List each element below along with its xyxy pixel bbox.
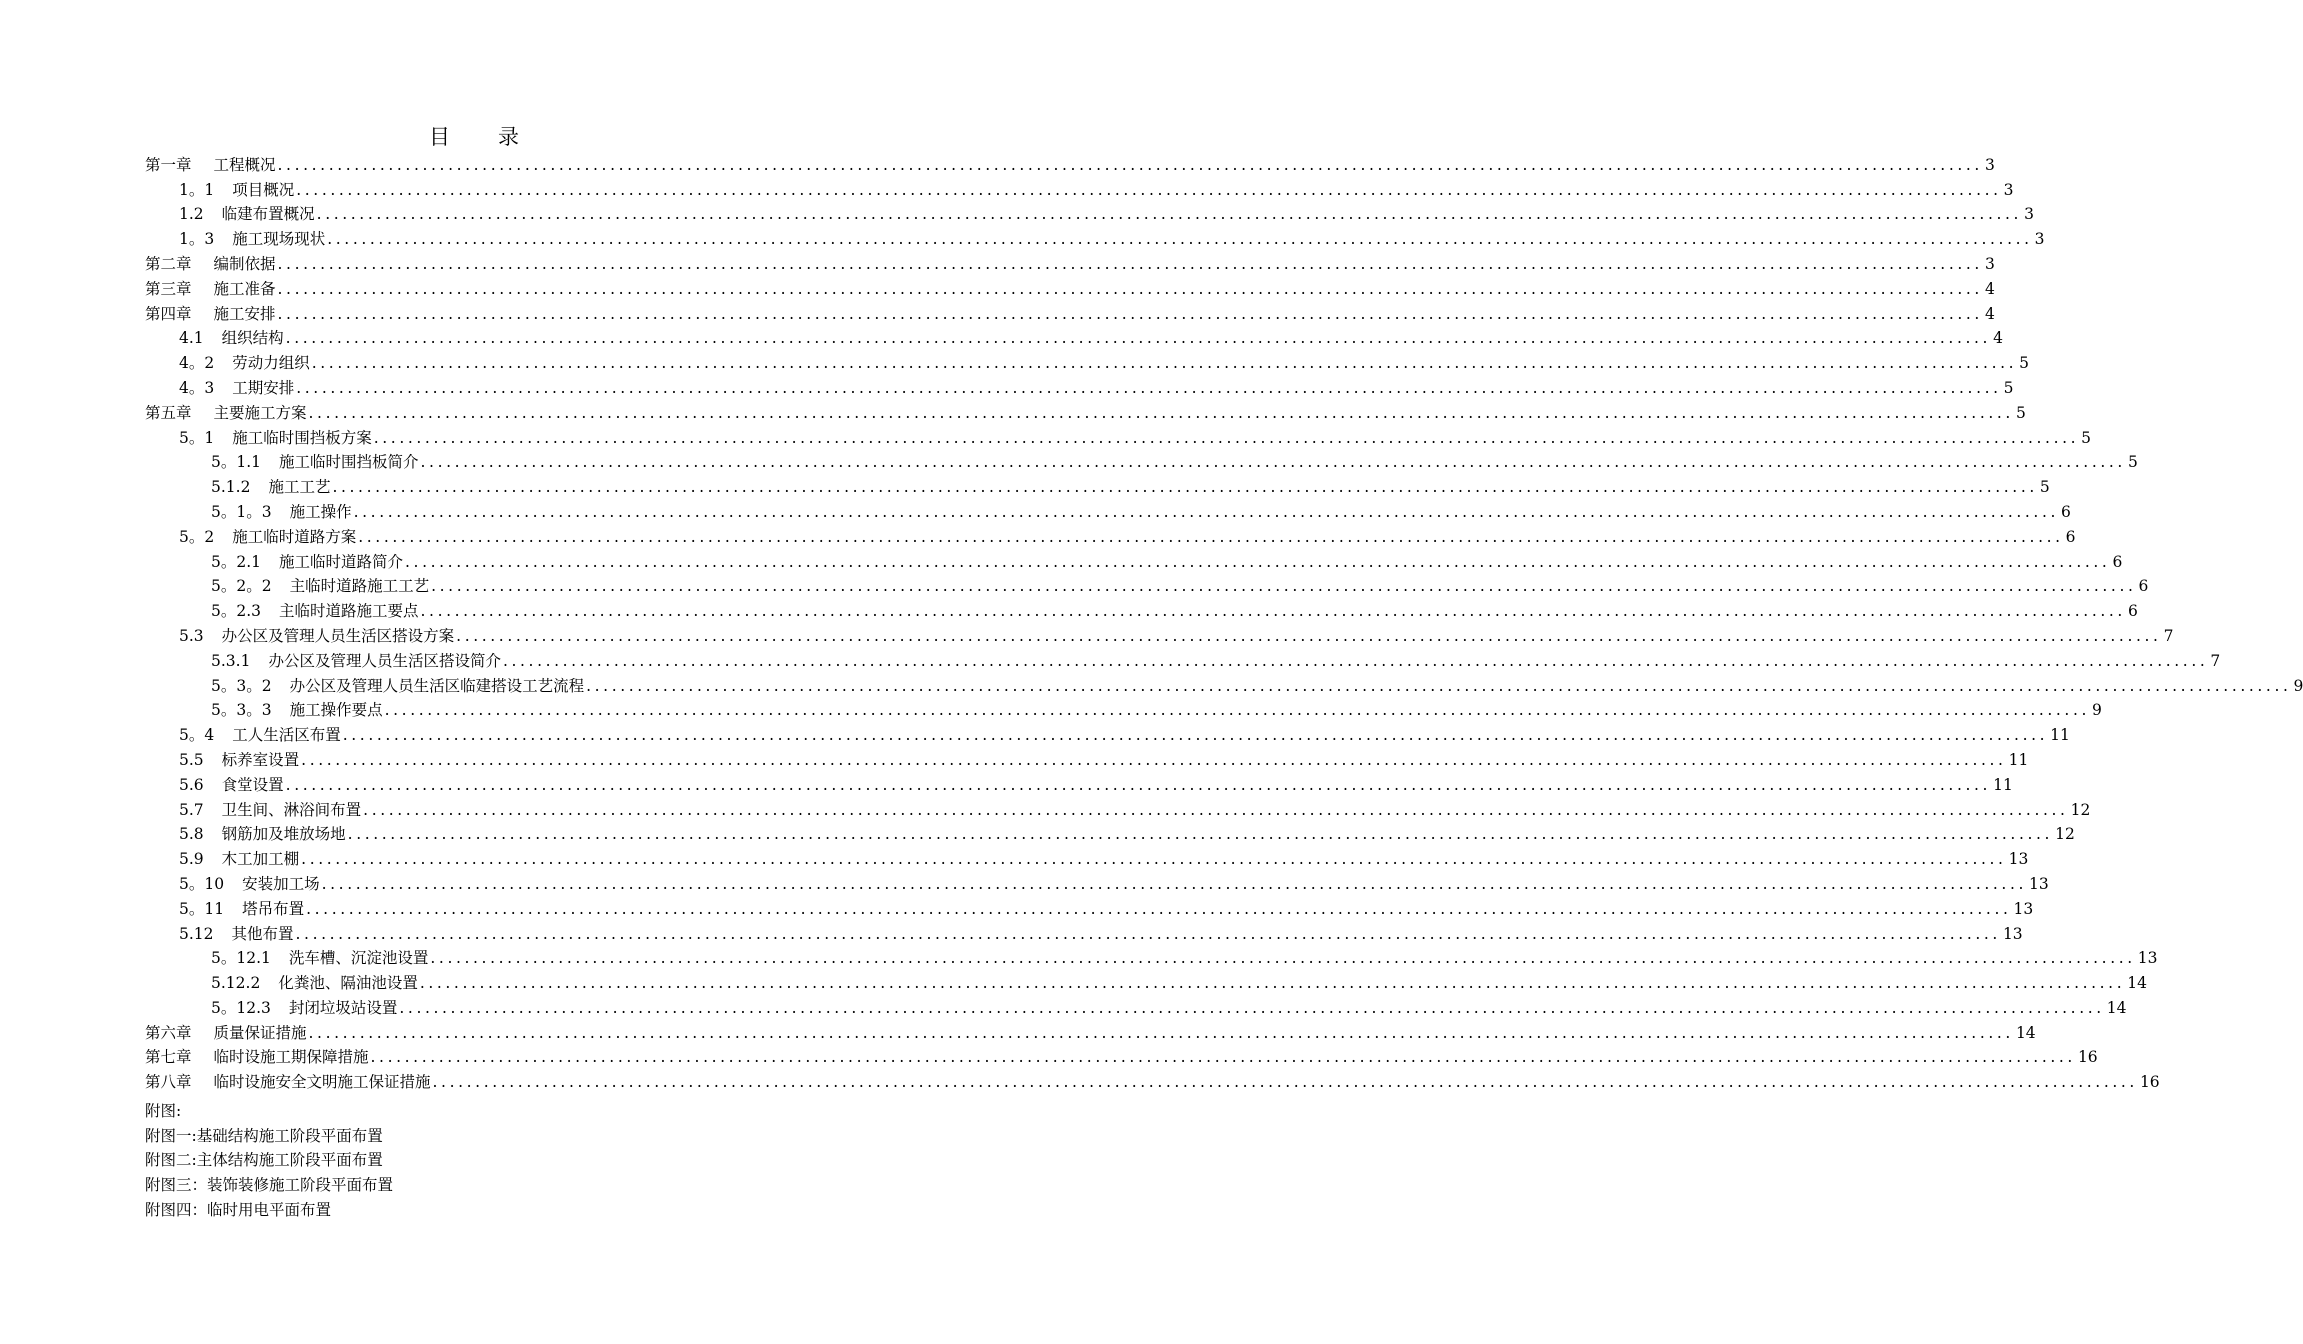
- toc-entry[interactable]: [145, 522, 2076, 547]
- toc-entry-number: 5。2.3: [211, 602, 262, 621]
- toc-page-number: 7: [2163, 626, 2174, 645]
- toc-entry-title: 施工工艺: [268, 478, 331, 497]
- toc-page-number: 13: [2029, 874, 2049, 893]
- toc-entry-title: 食堂设置: [221, 775, 284, 794]
- toc-entry-title: 办公区及管理人员生活区搭设简介: [268, 651, 501, 670]
- toc-entry-number: 5.7: [179, 800, 204, 819]
- toc-entry-number: 第三章: [145, 279, 192, 298]
- toc-page-number: 4: [1984, 304, 1995, 323]
- toc-entry-title: 安装加工场: [242, 874, 320, 893]
- toc-entry-number: 1.2: [179, 205, 204, 224]
- toc-entry-number: 5。1: [179, 428, 215, 447]
- toc-entry-number: 5.5: [179, 750, 204, 769]
- toc-entry-title: 主临时道路施工工艺: [289, 577, 430, 596]
- toc-entry-number: 5.8: [179, 825, 204, 844]
- toc-entry-title: 洗车槽、沉淀池设置: [288, 949, 429, 968]
- toc-leader-dots: ........................................................................................................................................................................................................: [277, 304, 1983, 323]
- toc-entry-number: 5。2: [179, 527, 215, 546]
- toc-page-number: 6: [2127, 602, 2138, 621]
- toc-page-number: 5: [2003, 378, 2014, 397]
- toc-entry-number: 5。4: [179, 726, 215, 745]
- toc-leader-dots: ........................................................................................................................................................................................................: [321, 874, 2028, 893]
- toc-entry-title: 办公区及管理人员生活区搭设方案: [221, 626, 455, 645]
- toc-entry-number: 5。3。2: [211, 676, 272, 695]
- toc-entry-number: 5。12.1: [211, 949, 271, 968]
- toc-leader-dots: ........................................................................................................................................................................................................: [405, 552, 2111, 571]
- toc-leader-dots: ........................................................................................................................................................................................................: [373, 428, 2080, 447]
- toc-page-number: 5: [2127, 453, 2138, 472]
- toc-page-number: 13: [2002, 924, 2023, 943]
- toc-leader-dots: ........................................................................................................................................................................................................: [296, 180, 2002, 199]
- toc-leader-dots: ........................................................................................................................................................................................................: [277, 279, 1983, 298]
- toc-leader-dots: ........................................................................................................................................................................................................: [420, 453, 2126, 472]
- toc-entry[interactable]: [145, 993, 2127, 1018]
- toc-entry-number: 5.3.1: [211, 651, 251, 670]
- toc-entry-title: 临时设施工期保障措施: [213, 1048, 369, 1067]
- toc-leader-dots: ........................................................................................................................................................................................................: [311, 354, 2018, 373]
- toc-page-number: 3: [1984, 254, 1995, 273]
- toc-entry[interactable]: [145, 497, 2071, 522]
- toc-entry-number: 1。1: [179, 180, 215, 199]
- toc-page-number: 14: [2015, 1023, 2036, 1042]
- toc-leader-dots: ........................................................................................................................................................................................................: [332, 478, 2038, 497]
- toc-entry-number: 5。10: [179, 874, 225, 893]
- toc-entry[interactable]: [145, 324, 2003, 349]
- toc-leader-dots: ........................................................................................................................................................................................................: [430, 949, 2136, 968]
- toc-leader-dots: ........................................................................................................................................................................................................: [301, 850, 2007, 869]
- toc-page-number: 5: [2039, 478, 2050, 497]
- toc-entry[interactable]: [145, 745, 2029, 770]
- toc-page-number: 5: [2019, 354, 2030, 373]
- toc-page-number: 5: [2015, 403, 2026, 422]
- toc-entry-number: 5.12.2: [211, 974, 261, 993]
- toc-entry[interactable]: [145, 944, 2158, 969]
- toc-entry[interactable]: [145, 299, 1995, 324]
- toc-entry-title: 施工操作要点: [289, 701, 383, 720]
- toc-entry-number: 5.9: [179, 850, 204, 869]
- toc-entry-title: 工期安排: [232, 378, 295, 397]
- toc-entry[interactable]: [145, 423, 2092, 448]
- toc-entry[interactable]: [145, 348, 2030, 373]
- toc-entry[interactable]: [145, 869, 2049, 894]
- toc-entry[interactable]: [145, 472, 2050, 497]
- toc-page-number: 6: [2112, 552, 2123, 571]
- toc-page-number: 4: [1984, 279, 1995, 298]
- toc-page-number: 5: [2081, 428, 2092, 447]
- toc-leader-dots: ........................................................................................................................................................................................................: [358, 527, 2064, 546]
- toc-entry[interactable]: [145, 968, 2147, 993]
- toc-entry-title: 施工临时围挡板方案: [232, 428, 372, 447]
- toc-page-number: 4: [1993, 329, 2003, 348]
- toc-page-number: 12: [2055, 825, 2075, 844]
- toc-page-number: 6: [2061, 502, 2071, 521]
- toc-leader-dots: ........................................................................................................................................................................................................: [327, 230, 2033, 249]
- toc-entry[interactable]: [145, 398, 2026, 423]
- toc-leader-dots: ........................................................................................................................................................................................................: [353, 502, 2060, 521]
- toc-entry-title: 封闭垃圾站设置: [288, 998, 398, 1017]
- toc-entry-title: 标养室设置: [221, 750, 300, 769]
- toc-entry[interactable]: [145, 820, 2075, 845]
- toc-entry-title: 施工操作: [289, 502, 352, 521]
- toc-entry-title: 卫生间、淋浴间布置: [221, 800, 362, 819]
- toc-page-number: 9: [2092, 701, 2102, 720]
- toc-leader-dots: ........................................................................................................................................................................................................: [432, 1073, 2138, 1092]
- toc-entry-title: 主要施工方案: [213, 403, 307, 422]
- toc-page-number: 6: [2138, 577, 2149, 596]
- toc-leader-dots: ........................................................................................................................................................................................................: [363, 800, 2069, 819]
- toc-leader-dots: ........................................................................................................................................................................................................: [370, 1048, 2076, 1067]
- toc-entry-number: 4。3: [179, 378, 215, 397]
- toc-entry[interactable]: [145, 175, 2014, 200]
- toc-entry-title: 项目概况: [232, 180, 295, 199]
- appendix-item: 附图三：装饰装修施工阶段平面布置: [145, 1176, 394, 1195]
- toc-entry-number: 第二章: [145, 254, 192, 273]
- toc-entry-title: 化粪池、隔油池设置: [278, 974, 418, 993]
- toc-leader-dots: ........................................................................................................................................................................................................: [502, 651, 2209, 670]
- toc-page-number: 3: [2024, 205, 2034, 224]
- toc-page-number: 16: [2077, 1048, 2098, 1067]
- toc-entry[interactable]: [145, 224, 2045, 249]
- appendix-heading: 附图:: [145, 1101, 182, 1120]
- toc-leader-dots: ........................................................................................................................................................................................................: [347, 825, 2054, 844]
- toc-page-number: 6: [2065, 527, 2076, 546]
- toc-entry[interactable]: [145, 646, 2221, 671]
- toc-entry-title: 施工现场现状: [232, 230, 326, 249]
- toc-entry-title: 工程概况: [213, 155, 276, 174]
- toc-entry[interactable]: [145, 720, 2070, 745]
- toc-entry-number: 5。2.1: [211, 552, 262, 571]
- toc-leader-dots: ........................................................................................................................................................................................................: [384, 701, 2091, 720]
- toc-entry-title: 临建布置概况: [221, 205, 315, 224]
- toc-entry-number: 5.3: [179, 626, 204, 645]
- toc-entry-title: 木工加工棚: [221, 850, 300, 869]
- toc-entry-title: 组织结构: [221, 329, 284, 348]
- toc-page-number: 11: [1993, 775, 2013, 794]
- toc-entry[interactable]: [145, 1018, 2036, 1043]
- toc-leader-dots: ........................................................................................................................................................................................................: [586, 676, 2292, 695]
- toc-entry-title: 主临时道路施工要点: [279, 602, 419, 621]
- toc-page-number: 7: [2210, 651, 2221, 670]
- toc-entry[interactable]: [145, 844, 2029, 869]
- toc-entry-number: 5.12: [179, 924, 214, 943]
- toc-entry-title: 施工临时道路简介: [279, 552, 404, 571]
- appendix-item: 附图一:基础结构施工阶段平面布置: [145, 1126, 383, 1145]
- toc-title: 目 录: [429, 125, 521, 149]
- toc-entry[interactable]: [145, 621, 2174, 646]
- toc-leader-dots: ........................................................................................................................................................................................................: [419, 974, 2126, 993]
- toc-page-number: 14: [2106, 998, 2127, 1017]
- toc-page-number: 9: [2293, 676, 2303, 695]
- toc-page-number: 13: [2013, 899, 2034, 918]
- toc-entry-title: 施工安排: [213, 304, 276, 323]
- toc-page-number: 3: [2003, 180, 2014, 199]
- toc-entry[interactable]: [145, 919, 2023, 944]
- toc-entry[interactable]: [145, 894, 2034, 919]
- toc-entry[interactable]: [145, 671, 2303, 696]
- toc-leader-dots: ........................................................................................................................................................................................................: [316, 205, 2023, 224]
- toc-entry-title: 施工准备: [213, 279, 276, 298]
- toc-leader-dots: ........................................................................................................................................................................................................: [308, 1023, 2014, 1042]
- toc-entry-number: 第五章: [145, 403, 192, 422]
- toc-entry-number: 1。3: [179, 230, 215, 249]
- toc-entry-number: 5。1。3: [211, 502, 272, 521]
- appendix-list: [145, 1096, 393, 1220]
- toc-entry-title: 编制依据: [213, 254, 276, 273]
- toc-entry-number: 4。2: [179, 354, 215, 373]
- toc-leader-dots: ........................................................................................................................................................................................................: [308, 403, 2014, 422]
- toc-entry[interactable]: [145, 547, 2123, 572]
- toc-leader-dots: ........................................................................................................................................................................................................: [431, 577, 2137, 596]
- toc-leader-dots: ........................................................................................................................................................................................................: [301, 750, 2007, 769]
- toc-page-number: 11: [2008, 750, 2029, 769]
- toc-entry-title: 施工临时道路方案: [232, 527, 357, 546]
- toc-entry-number: 5。3。3: [211, 701, 272, 720]
- toc-page-number: 12: [2070, 800, 2091, 819]
- toc-page-number: 16: [2139, 1073, 2160, 1092]
- toc-leader-dots: ........................................................................................................................................................................................................: [295, 924, 2001, 943]
- toc-entry[interactable]: [145, 274, 1995, 299]
- toc-entry-number: 5.1.2: [211, 478, 251, 497]
- toc-entry[interactable]: [145, 150, 1995, 175]
- toc-entry[interactable]: [145, 249, 1995, 274]
- toc-leader-dots: ........................................................................................................................................................................................................: [342, 726, 2049, 745]
- toc-entry[interactable]: [145, 572, 2149, 597]
- toc-leader-dots: ........................................................................................................................................................................................................: [285, 775, 1992, 794]
- toc-page-number: 3: [1984, 155, 1995, 174]
- toc-entry[interactable]: [145, 596, 2138, 621]
- toc-leader-dots: ........................................................................................................................................................................................................: [277, 155, 1983, 174]
- appendix-item: 附图二:主体结构施工阶段平面布置: [145, 1151, 383, 1170]
- toc-entry[interactable]: [145, 200, 2034, 225]
- toc-entry-number: 5.6: [179, 775, 204, 794]
- toc-entry-title: 临时设施安全文明施工保证措施: [213, 1073, 431, 1092]
- toc-entry-number: 5。1.1: [211, 453, 262, 472]
- toc-page-number: 3: [2034, 230, 2045, 249]
- toc-entry[interactable]: [145, 1067, 2160, 1092]
- toc-entry-number: 第八章: [145, 1073, 192, 1092]
- toc-entry[interactable]: [145, 795, 2091, 820]
- toc-page-number: 13: [2137, 949, 2158, 968]
- toc-entry-number: 第七章: [145, 1048, 192, 1067]
- toc-entry-number: 第一章: [145, 155, 192, 174]
- toc-entry[interactable]: [145, 770, 2013, 795]
- toc-entry-number: 第六章: [145, 1023, 192, 1042]
- toc-entry[interactable]: [145, 1043, 2098, 1068]
- toc-page-number: 14: [2127, 974, 2147, 993]
- toc-page-number: 11: [2050, 726, 2070, 745]
- toc-entry[interactable]: [145, 448, 2138, 473]
- toc-entry-title: 工人生活区布置: [232, 726, 341, 745]
- toc-entry-number: 5。12.3: [211, 998, 271, 1017]
- toc-entry[interactable]: [145, 373, 2014, 398]
- toc-entry-number: 第四章: [145, 304, 192, 323]
- toc-leader-dots: ........................................................................................................................................................................................................: [399, 998, 2105, 1017]
- toc-leader-dots: ........................................................................................................................................................................................................: [296, 378, 2002, 397]
- toc-entry-title: 劳动力组织: [232, 354, 310, 373]
- toc-page-number: 13: [2008, 850, 2029, 869]
- toc-entry-title: 施工临时围挡板简介: [279, 453, 419, 472]
- toc-leader-dots: ........................................................................................................................................................................................................: [277, 254, 1983, 273]
- table-of-contents: [145, 150, 2303, 1092]
- toc-entry-title: 其他布置: [231, 924, 294, 943]
- toc-leader-dots: ........................................................................................................................................................................................................: [306, 899, 2012, 918]
- toc-entry[interactable]: [145, 696, 2102, 721]
- toc-entry-title: 钢筋加及堆放场地: [221, 825, 346, 844]
- toc-entry-title: 质量保证措施: [213, 1023, 307, 1042]
- appendix-item: 附图四：临时用电平面布置: [145, 1200, 332, 1219]
- toc-leader-dots: ........................................................................................................................................................................................................: [285, 329, 1992, 348]
- toc-entry-number: 5。2。2: [211, 577, 272, 596]
- toc-entry-number: 4.1: [179, 329, 204, 348]
- toc-entry-number: 5。11: [179, 899, 225, 918]
- toc-leader-dots: ........................................................................................................................................................................................................: [456, 626, 2162, 645]
- toc-entry-title: 办公区及管理人员生活区临建搭设工艺流程: [289, 676, 585, 695]
- toc-leader-dots: ........................................................................................................................................................................................................: [420, 602, 2126, 621]
- toc-entry-title: 塔吊布置: [242, 899, 305, 918]
